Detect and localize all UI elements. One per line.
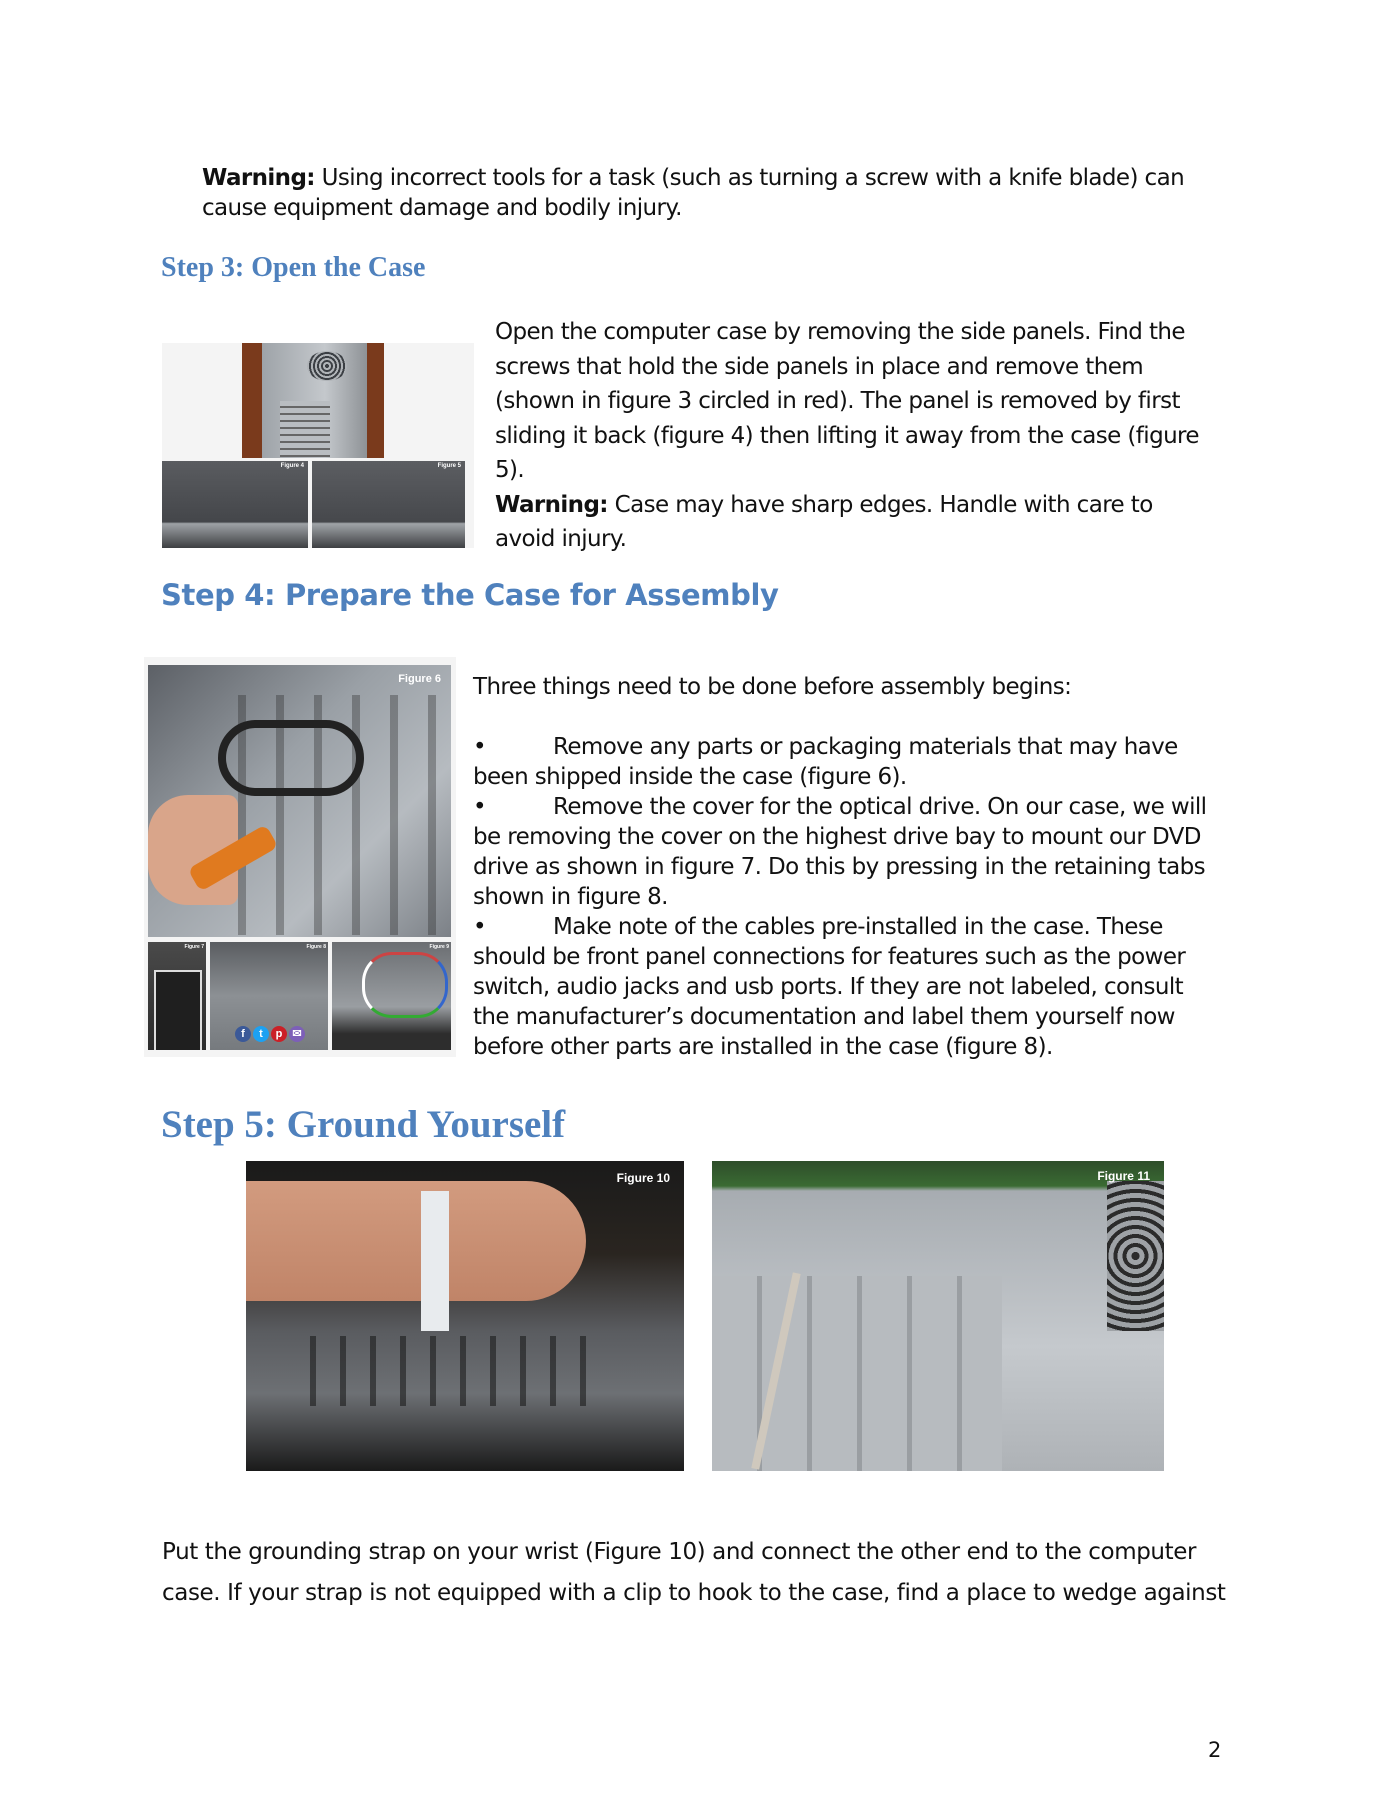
step5-paragraph xyxy=(162,1532,1232,1614)
bullet-text: been shipped inside the case (figure 6). xyxy=(473,764,907,790)
step3-warning-label: Warning: xyxy=(495,491,608,518)
bullet-glyph: • xyxy=(473,914,486,940)
figure-7-label: Figure 7 xyxy=(184,944,204,950)
case-back-photo xyxy=(242,343,384,458)
figure-5-photo xyxy=(312,461,465,548)
step4-intro: Three things need to be done before assembly begins: xyxy=(473,674,1072,700)
bullet-text: Remove any parts or packaging materials that may have xyxy=(553,734,1178,760)
bullet-text: the manufacturer’s documentation and label them yourself now xyxy=(473,1004,1175,1030)
step4-bullet-list xyxy=(473,732,1233,1062)
bullet-text: be removing the cover on the highest drive bay to mount our DVD xyxy=(473,824,1201,850)
warning-text-line2: cause equipment damage and bodily injury. xyxy=(202,195,682,221)
facebook-icon[interactable]: f xyxy=(235,1026,251,1042)
figure-8-photo xyxy=(210,942,328,1050)
step3-warning-line2: avoid injury. xyxy=(495,526,627,552)
bullet-text: switch, audio jacks and usb ports. If they are not labeled, consult xyxy=(473,974,1184,1000)
list-item xyxy=(473,912,1233,1062)
step3-line: (shown in figure 3 circled in red). The panel is removed by first xyxy=(495,388,1180,414)
step4-body xyxy=(473,672,1233,1062)
figure-4-label: Figure 4 xyxy=(280,463,304,469)
step5-line: Put the grounding strap on your wrist (Figure 10) and connect the other end to the computer xyxy=(162,1539,1196,1565)
figure-8-label: Figure 8 xyxy=(306,944,326,950)
step3-line: sliding it back (figure 4) then lifting it away from the case (figure xyxy=(495,422,1199,449)
figure-7-photo xyxy=(148,942,206,1050)
bullet-glyph: • xyxy=(473,794,486,820)
page-number: 2 xyxy=(1208,1738,1222,1762)
warning-top xyxy=(202,163,1222,223)
bullet-glyph: • xyxy=(473,734,486,760)
bullet-text: drive as shown in figure 7. Do this by pressing in the retaining tabs xyxy=(473,854,1205,880)
bullet-text: shown in figure 8. xyxy=(473,884,668,910)
step3-heading: Step 3: Open the Case xyxy=(161,252,426,283)
figure-11-photo xyxy=(712,1161,1164,1471)
figure-6-9-image xyxy=(144,657,456,1057)
figure-4-photo xyxy=(162,461,308,548)
list-item xyxy=(473,732,1233,792)
twitter-icon[interactable]: t xyxy=(253,1026,269,1042)
step3-line: 5). xyxy=(495,457,525,483)
step3-paragraph xyxy=(495,315,1235,557)
step4-heading: Step 4: Prepare the Case for Assembly xyxy=(161,578,779,612)
list-item xyxy=(473,792,1233,912)
step3-line: screws that hold the side panels in place and remove them xyxy=(495,353,1144,380)
warning-text: Using incorrect tools for a task (such as turning a screw with a knife blade) can xyxy=(314,165,1185,191)
step3-warning-text: Case may have sharp edges. Handle with care to xyxy=(607,491,1153,518)
step3-line: Open the computer case by removing the side panels. Find the xyxy=(495,319,1185,345)
bullet-text: before other parts are installed in the case (figure 8). xyxy=(473,1034,1053,1060)
figure-6-label: Figure 6 xyxy=(398,673,441,685)
bullet-text: Make note of the cables pre-installed in the case. These xyxy=(553,914,1163,940)
figure-9-photo xyxy=(332,942,451,1050)
figure-6-photo xyxy=(148,665,451,937)
email-icon[interactable]: ✉ xyxy=(289,1026,305,1042)
bullet-text: should be front panel connections for features such as the power xyxy=(473,944,1186,970)
figure-10-label: Figure 10 xyxy=(616,1171,670,1185)
pinterest-icon[interactable]: p xyxy=(271,1026,287,1042)
figure-3-5-image xyxy=(162,343,474,548)
figure-10-photo xyxy=(246,1161,684,1471)
figure-11-label: Figure 11 xyxy=(1097,1169,1150,1183)
figure-9-label: Figure 9 xyxy=(429,944,449,950)
figure-5-label: Figure 5 xyxy=(437,463,461,469)
warning-label: Warning: xyxy=(202,165,315,191)
bullet-text: Remove the cover for the optical drive. On our case, we will xyxy=(553,794,1207,820)
step5-line: case. If your strap is not equipped with a clip to hook to the case, find a place to wedge against xyxy=(162,1580,1226,1606)
step5-heading: Step 5: Ground Yourself xyxy=(161,1103,566,1146)
